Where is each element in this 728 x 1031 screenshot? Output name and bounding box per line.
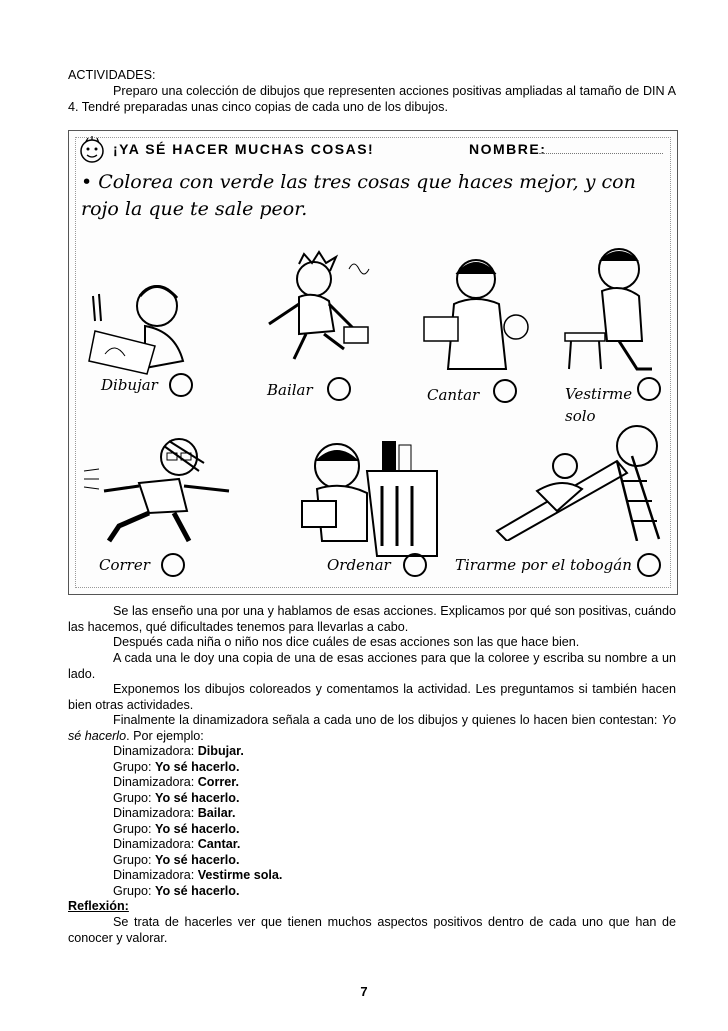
- paragraph-1: Se las enseño una por una y hablamos de esas acciones. Explicamos por qué son positivas, cuándo las hacemos, qué dificultades tenemos para llevarlas a cabo.: [68, 604, 676, 634]
- intro-paragraph: Preparo una colección de dibujos que representen acciones positivas ampliadas al tamaño de DIN A 4. Tendré preparadas unas cinco copias de cada uno de los dibujos.: [68, 84, 676, 114]
- dialogue-text: Yo sé hacerlo.: [155, 759, 240, 774]
- dialogue-speaker: Dinamizadora:: [113, 806, 195, 820]
- dialogue-speaker: Dinamizadora:: [113, 775, 195, 789]
- p5-text: Finalmente la dinamizadora señala a cada uno de los dibujos y quienes lo hacen bien contestan:: [113, 713, 662, 727]
- dialogue-text: Yo sé hacerlo.: [155, 790, 240, 805]
- dialogue-line: [68, 775, 676, 791]
- reflection-text: Se trata de hacerles ver que tienen muchos aspectos positivos dentro de cada uno que han de conocer y valorar.: [68, 915, 676, 945]
- color-circle-vestirme-solo[interactable]: [637, 377, 661, 401]
- bullet-icon: •: [81, 171, 93, 193]
- worksheet-title: ¡YA SÉ HACER MUCHAS COSAS!: [113, 141, 375, 157]
- name-line: [539, 153, 663, 154]
- dialogue-speaker: Grupo:: [113, 759, 152, 774]
- singing-child-figure: [414, 249, 534, 379]
- caption-vestirme-solo: Vestirme solo: [565, 385, 633, 425]
- worksheet-illustration: [68, 130, 678, 595]
- color-circle-ordenar[interactable]: [403, 553, 427, 577]
- dialogue-text: Bailar.: [197, 806, 236, 820]
- paragraph-2: Después cada niña o niño nos dice cuáles de esas acciones son las que hace bien.: [113, 635, 580, 649]
- caption-bailar: Bailar: [267, 381, 313, 399]
- caption-tobogan: Tirarme por el tobogán: [455, 556, 632, 574]
- p5-end: . Por ejemplo:: [126, 728, 204, 743]
- dialogue-line: [68, 744, 676, 760]
- instruction-text: Colorea con verde las tres cosas que haces mejor, y con rojo la que te sale peor.: [81, 171, 636, 220]
- color-circle-cantar[interactable]: [493, 379, 517, 403]
- dialogue-speaker: Grupo:: [113, 883, 152, 898]
- dialogue-speaker: Grupo:: [113, 821, 152, 836]
- dialogue-line: [68, 868, 676, 884]
- caption-ordenar: Ordenar: [327, 556, 391, 574]
- dialogue-speaker: Grupo:: [113, 852, 152, 867]
- dialogue-text: Yo sé hacerlo.: [155, 821, 240, 836]
- caption-correr: Correr: [99, 556, 150, 574]
- reflection-heading: [68, 899, 676, 915]
- dialogue-text: Yo sé hacerlo.: [155, 852, 240, 867]
- worksheet-instruction: [81, 169, 661, 223]
- dialogue-line: [68, 760, 676, 776]
- running-child-figure: [79, 431, 239, 546]
- dialogue-speaker: Grupo:: [113, 790, 152, 805]
- paragraph-4: Exponemos los dibujos coloreados y comentamos la actividad. Les preguntamos si también hacen bien otras actividades.: [68, 682, 676, 712]
- drawing-child-figure: [85, 276, 205, 376]
- tidying-child-figure: [297, 431, 447, 561]
- color-circle-dibujar[interactable]: [169, 373, 193, 397]
- reflection-heading-text: Reflexión:: [68, 899, 129, 913]
- dialogue-line: [68, 884, 676, 900]
- caption-cantar: Cantar: [427, 386, 480, 404]
- p5-italic: Yo sé hacerlo: [68, 713, 676, 743]
- dressing-child-figure: [557, 241, 667, 371]
- mascot-icon: [77, 135, 107, 165]
- dialogue-speaker: Dinamizadora:: [113, 837, 195, 851]
- color-circle-correr[interactable]: [161, 553, 185, 577]
- dialogue-speaker: Dinamizadora:: [113, 868, 195, 882]
- color-circle-tobogan[interactable]: [637, 553, 661, 577]
- color-circle-bailar[interactable]: [327, 377, 351, 401]
- dialogue-text: Vestirme sola.: [197, 868, 283, 882]
- page-number: 7: [360, 984, 368, 999]
- caption-dibujar: Dibujar: [101, 376, 158, 394]
- dialogue-line: [68, 791, 676, 807]
- dialogue-text: Dibujar.: [197, 744, 244, 758]
- dialogue-line: [68, 853, 676, 869]
- dialogue-line: [68, 822, 676, 838]
- dialogue-line: [68, 806, 676, 822]
- dancing-child-figure: [244, 249, 374, 369]
- dialogue-line: [68, 837, 676, 853]
- dialogue-speaker: Dinamizadora:: [113, 744, 195, 758]
- slide-child-figure: [477, 421, 667, 541]
- dialogue-text: Yo sé hacerlo.: [155, 883, 240, 898]
- paragraph-5: [68, 713, 676, 744]
- dialogue-text: Cantar.: [197, 837, 241, 851]
- activities-heading: ACTIVIDADES:: [68, 68, 156, 82]
- dialogue-text: Correr.: [197, 775, 240, 789]
- paragraph-3: A cada una le doy una copia de una de esas acciones para que la coloree y escriba su nombre a un lado.: [68, 651, 676, 681]
- worksheet-name-label: NOMBRE:: [469, 141, 547, 157]
